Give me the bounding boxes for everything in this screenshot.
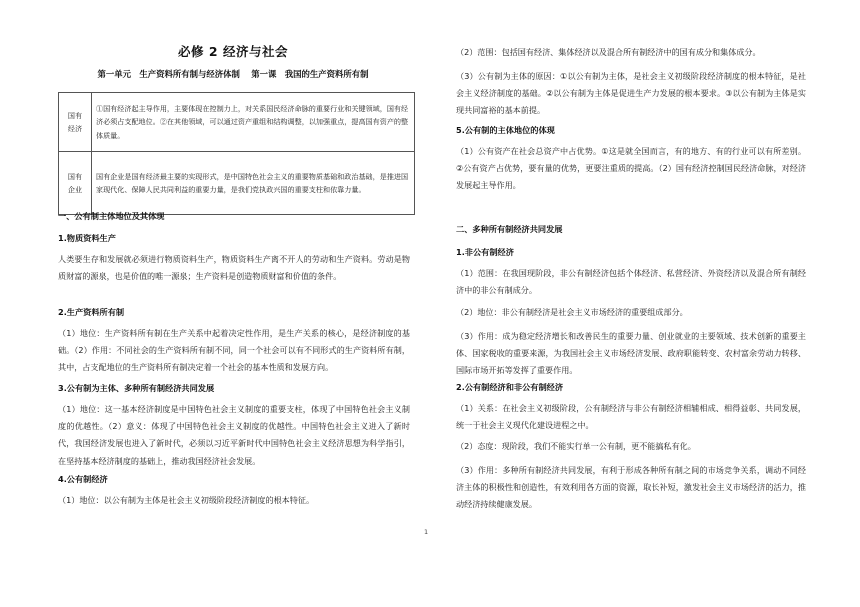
table-head-line: 国有: [67, 172, 83, 181]
subsection-heading: 4.公有制经济: [58, 474, 108, 484]
paragraph: （1）地位：这一基本经济制度是中国特色社会主义制度的重要支柱，体现了中国特色社会主义制度的优越性。（2）意义：体现了中国特色社会主义制度的优越性。中国特色社会主义进入了新时代，我国经济发展也进入了新时代，必须以习近平新时代中国特色社会主义经济思想为科学指引，在坚持基本经济制度的基础上，推动我国经济社会发展。: [58, 404, 410, 466]
table-head-cell: [59, 93, 92, 152]
table-head-line: 国有: [67, 111, 83, 120]
subsection-heading: 1.物质资料生产: [58, 233, 116, 243]
document-title: 必修 2 经济与社会: [178, 44, 288, 59]
page-number: 1: [424, 528, 429, 536]
info-table: [58, 92, 415, 215]
section-heading: 一、公有制主体地位及其体现: [58, 211, 165, 221]
section-heading: 二、多种所有制经济共同发展: [456, 224, 563, 234]
paragraph: （1）地位：以公有制为主体是社会主义初级阶段经济制度的根本特征。: [58, 495, 315, 505]
table-head-line: 企业: [67, 185, 83, 194]
table-row: [59, 152, 415, 215]
document-subtitle: 第一单元 生产资料所有制与经济体制 第一课 我国的生产资料所有制: [97, 69, 369, 79]
paragraph: （2）态度：现阶段，我们不能实行单一公有制，更不能搞私有化。: [456, 441, 696, 451]
subsection-heading: 3.公有制为主体、多种所有制经济共同发展: [58, 383, 215, 393]
subsection-heading: 2.公有制经济和非公有制经济: [456, 382, 564, 392]
paragraph: （3）作用：多种所有制经济共同发展，有利于形成各种所有制之间的市场竞争关系，调动不同经济主体的积极性和创造性，有效利用各方面的资源，取长补短，激发社会主义市场经济的活力，推动经济持续健康发展。: [456, 465, 806, 510]
paragraph: （3）作用：成为稳定经济增长和改善民生的重要力量、创业就业的主要领域、技术创新的重要主体、国家税收的重要来源，为我国社会主义市场经济发展、政府职能转变、农村富余劳动力转移、国际市场开拓等发挥了重要作用。: [456, 331, 806, 376]
subsection-heading: 1.非公有制经济: [456, 247, 514, 257]
table-text-cell: ①国有经济起主导作用，主要体现在控制力上，对关系国民经济命脉的重要行业和关键领域，国有经济必须占支配地位。②在其他领域，可以通过资产重组和结构调整，以加强重点，提高国有资产的整体质量。: [92, 93, 415, 152]
paragraph: （2）范围：包括国有经济、集体经济以及混合所有制经济中的国有成分和集体成分。: [456, 47, 761, 57]
paragraph: （2）地位：非公有制经济是社会主义市场经济的重要组成部分。: [456, 307, 688, 317]
paragraph: （1）地位：生产资料所有制在生产关系中起着决定性作用，是生产关系的核心，是经济制度的基础。（2）作用：不同社会的生产资料所有制不同，同一个社会可以有不同形式的生产资料所有制，其中，占支配地位的生产资料所有制决定着一个社会的基本性质和发展方向。: [58, 328, 410, 373]
subsection-heading: 2.生产资料所有制: [58, 307, 125, 317]
paragraph: 人类要生存和发展就必须进行物质资料生产，物质资料生产离不开人的劳动和生产资料。劳动是物质财富的源泉，也是价值的唯一源泉；生产资料是创造物质财富和价值的条件。: [58, 254, 410, 282]
paragraph: （1）公有资产在社会总资产中占优势。①这是就全国而言，有的地方、有的行业可以有所差别。②公有资产占优势，要有量的优势，更要注重质的提高。（2）国有经济控制国民经济命脉，对经济发展起主导作用。: [456, 146, 806, 191]
paragraph: （3）公有制为主体的原因：①以公有制为主体，是社会主义初级阶段经济制度的根本特征，是社会主义经济制度的基础。②以公有制为主体是促进生产力发展的根本要求。③以公有制为主体是实现共同富裕的基本前提。: [456, 71, 806, 116]
paragraph: （1）关系：在社会主义初级阶段，公有制经济与非公有制经济相辅相成、相得益彰、共同发展，统一于社会主义现代化建设进程之中。: [456, 403, 806, 431]
table-row: [59, 93, 415, 152]
table-head-line: 经济: [67, 124, 83, 133]
table-head-cell: [59, 152, 92, 215]
paragraph: （1）范围：在我国现阶段，非公有制经济包括个体经济、私营经济、外资经济以及混合所有制经济中的非公有制成分。: [456, 268, 806, 296]
subsection-heading: 5.公有制的主体地位的体现: [456, 125, 555, 135]
table-text-cell: 国有企业是国有经济最主要的实现形式，是中国特色社会主义的重要物质基础和政治基础，是推进国家现代化、保障人民共同利益的重要力量，是我们党执政兴国的重要支柱和依靠力量。: [92, 152, 415, 215]
